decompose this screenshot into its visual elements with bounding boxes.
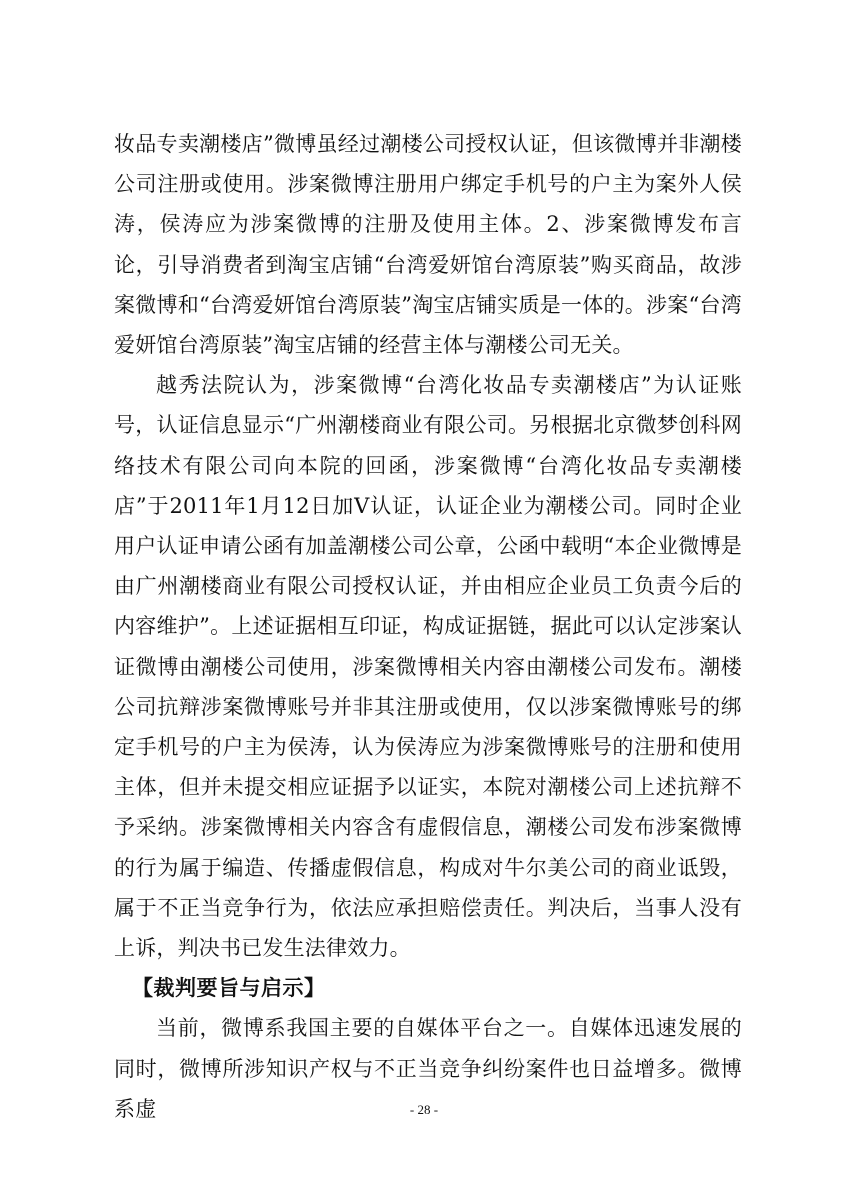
paragraph-court-opinion: 越秀法院认为，涉案微博“台湾化妆品专卖潮楼店”为认证账号，认证信息显示“广州潮楼商业有限公司。另根据北京微梦创科网络技术有限公司向本院的回函，涉案微博“台湾化妆品专卖潮楼店”于2011年1月12日加V认证，认证企业为潮楼公司。同时企业用户认证申请公函有加盖潮楼公司公章，公函中载明“本企业微博是由广州潮楼商业有限公司授权认证，并由相应企业员工负责今后的内容维护”。上述证据相互印证，构成证据链，据此可以认定涉案认证微博由潮楼公司使用，涉案微博相关内容由潮楼公司发布。潮楼公司抗辩涉案微博账号并非其注册或使用，仅以涉案微博账号的绑定手机号的户主为侯涛，认为侯涛应为涉案微博账号的注册和使用主体，但并未提交相应证据予以证实，本院对潮楼公司上述抗辩不予采纳。涉案微博相关内容含有虚假信息，潮楼公司发布涉案微博的行为属于编造、传播虚假信息，构成对牛尔美公司的商业诋毁，属于不正当竞争行为，依法应承担赔偿责任。判决后，当事人没有上诉，判决书已发生法律效力。 xyxy=(114,373,742,961)
section-heading: 【裁判要旨与启示】 xyxy=(132,975,326,1001)
paragraph-continuation: 妆品专卖潮楼店”微博虽经过潮楼公司授权认证，但该微博并非潮楼公司注册或使用。涉案微博注册用户绑定手机号的户主为案外人侯涛，侯涛应为涉案微博的注册及使用主体。2、涉案微博发布言论，引导消费者到淘宝店铺“台湾爱妍馆台湾原装”购买商品，故涉案微博和“台湾爱妍馆台湾原装”淘宝店铺实质是一体的。涉案“台湾爱妍馆台湾原装”淘宝店铺的经营主体与潮楼公司无关。 xyxy=(114,132,742,358)
page-number: - 28 - xyxy=(409,1102,439,1117)
document-body xyxy=(114,124,742,1129)
paragraph-closing: 当前，微博系我国主要的自媒体平台之一。自媒体迅速发展的同时，微博所涉知识产权与不正当竞争纠纷案件也日益增多。微博系虚 xyxy=(114,1016,742,1121)
